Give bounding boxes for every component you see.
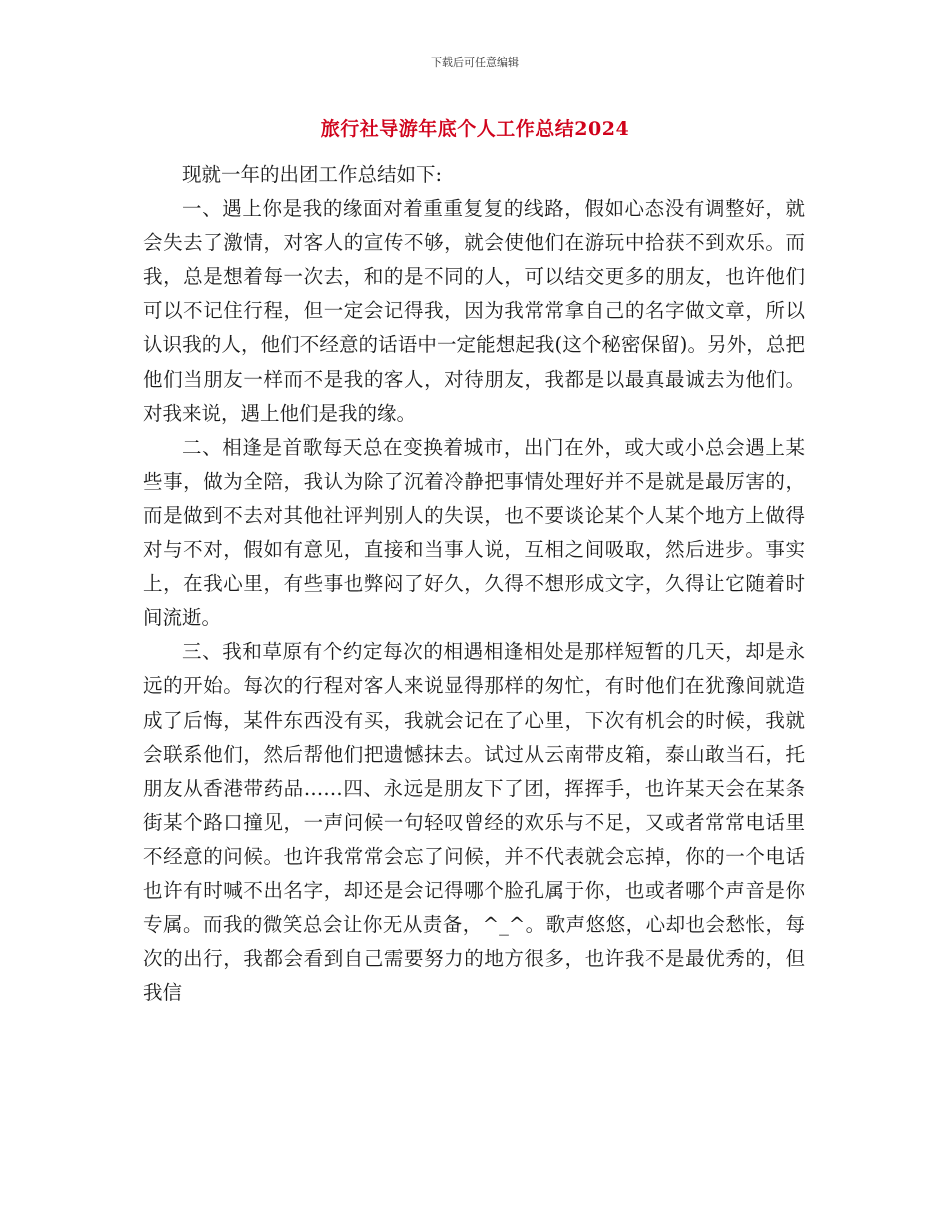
section-1-paragraph: 一、遇上你是我的缘面对着重重复复的线路，假如心态没有调整好，就会失去了激情，对客人的宣传不够，就会使他们在游玩中拾获不到欢乐。而我，总是想着每一次去，和的是不同的人，可以结交更多的朋友，也许他们可以不记住行程，但一定会记得我，因为我常常拿自己的名字做文章，所以认识我的人，他们不经意的话语中一定能想起我(这个秘密保留)。另外，总把他们当朋友一样而不是我的客人，对待朋友，我都是以最真最诚去为他们。对我来说，遇上他们是我的缘。 — [143, 197, 805, 425]
page-header-note: 下载后可任意编辑 — [431, 56, 519, 69]
document-title: 旅行社导游年底个人工作总结2024 — [320, 118, 630, 140]
document-body — [143, 158, 805, 1010]
intro-paragraph: 现就一年的出团工作总结如下: — [182, 163, 443, 186]
section-2-paragraph: 二、相逢是首歌每天总在变换着城市，出门在外，或大或小总会遇上某些事，做为全陪，我认为除了沉着冷静把事情处理好并不是就是最厉害的，而是做到不去对其他社评判别人的失误，也不要谈论某个人某个地方上做得对与不对，假如有意见，直接和当事人说，互相之间吸取，然后进步。事实上，在我心里，有些事也弊闷了好久，久得不想形成文字，久得让它随着时间流逝。 — [143, 435, 805, 630]
section-3-paragraph: 三、我和草原有个约定每次的相遇相逢相处是那样短暂的几天，却是永远的开始。每次的行程对客人来说显得那样的匆忙，有时他们在犹豫间就造成了后悔，某件东西没有买，我就会记在了心里，下次有机会的时候，我就会联系他们，然后帮他们把遗憾抹去。试过从云南带皮箱，泰山敢当石，托朋友从香港带药品……四、永远是朋友下了团，挥挥手，也许某天会在某条街某个路口撞见，一声问候一句轻叹曾经的欢乐与不足，又或者常常电话里不经意的问候。也许我常常会忘了问候，并不代表就会忘掉，你的一个电话也许有时喊不出名字，却还是会记得哪个脸孔属于你，也或者哪个声音是你专属。而我的微笑总会让你无从责备，^_^。歌声悠悠，心却也会愁怅，每次的出行，我都会看到自己需要努力的地方很多，也许我不是最优秀的，但我信 — [143, 640, 805, 1005]
